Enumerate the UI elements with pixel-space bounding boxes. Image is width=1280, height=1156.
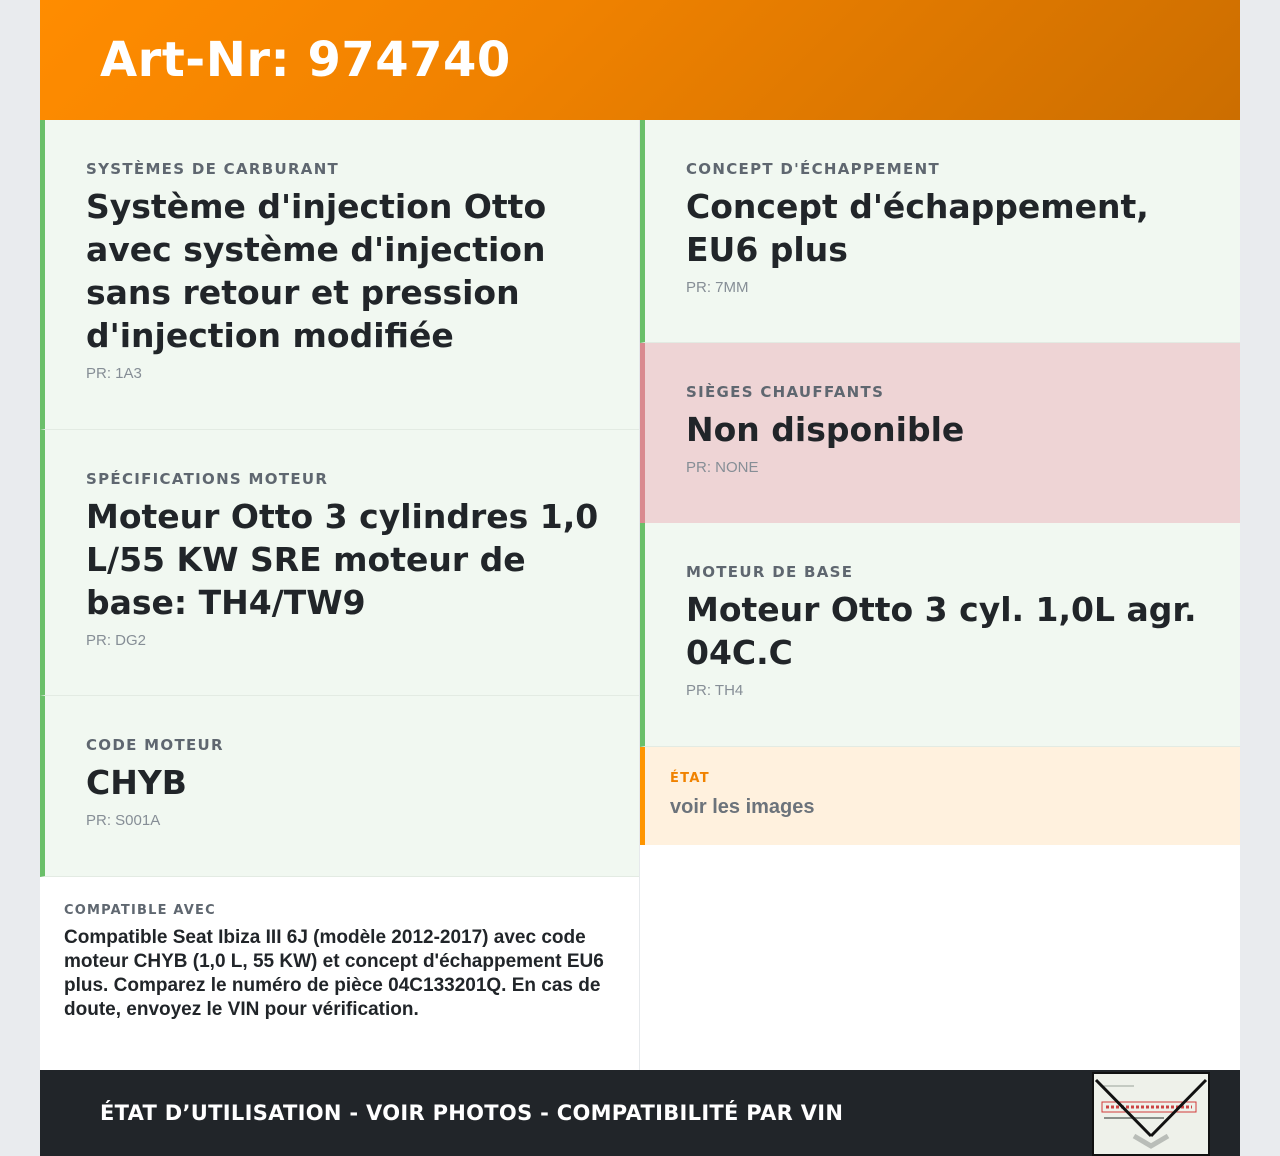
compatibility-label: COMPATIBLE AVEC — [64, 903, 216, 918]
footer-banner — [40, 1070, 1240, 1156]
product-sheet — [40, 0, 1240, 1156]
card-pr-code: PR: 1A3 — [86, 365, 142, 382]
compatibility-section — [40, 877, 639, 1071]
card-label: MOTEUR DE BASE — [686, 563, 854, 581]
card-fuel-system — [40, 120, 639, 430]
card-label: SYSTÈMES DE CARBURANT — [86, 160, 340, 178]
card-label: SIÈGES CHAUFFANTS — [686, 383, 885, 401]
card-heated-seats — [640, 343, 1240, 523]
card-pr-code: PR: TH4 — [686, 682, 744, 699]
condition-label: ÉTAT — [670, 771, 710, 786]
condition-link[interactable]: voir les images — [670, 796, 815, 818]
footer-text: ÉTAT D’UTILISATION - VOIR PHOTOS - COMPATIBILITÉ PAR VIN — [100, 1101, 844, 1125]
left-column — [40, 120, 640, 1071]
card-pr-code: PR: S001A — [86, 812, 161, 829]
header — [40, 0, 1240, 120]
right-column — [640, 120, 1240, 1071]
card-value: Concept d'échappement, EU6 plus — [686, 187, 1149, 269]
card-engine-specs — [40, 430, 639, 696]
card-base-engine — [640, 523, 1240, 747]
spec-columns — [40, 120, 1240, 1071]
part-label-photo-icon[interactable] — [1092, 1072, 1210, 1156]
article-number-title: Art-Nr: 974740 — [100, 32, 511, 88]
card-pr-code: PR: NONE — [686, 459, 759, 476]
compatibility-text: Compatible Seat Ibiza III 6J (modèle 2012-2017) avec code moteur CHYB (1,0 L, 55 KW) et concept d'échappement EU6 plus. Comparez le numéro de pièce 04C133201Q. En cas de doute, envoyez le VIN pour vérification. — [64, 927, 604, 1020]
card-pr-code: PR: 7MM — [686, 279, 749, 296]
card-exhaust-concept — [640, 120, 1240, 343]
card-engine-code — [40, 696, 639, 877]
condition-section — [640, 747, 1240, 845]
card-label: SPÉCIFICATIONS MOTEUR — [86, 470, 329, 488]
card-value: Non disponible — [686, 410, 965, 449]
card-pr-code: PR: DG2 — [86, 632, 147, 649]
card-label: CODE MOTEUR — [86, 736, 224, 754]
card-value: Moteur Otto 3 cyl. 1,0L agr. 04C.C — [686, 590, 1197, 672]
card-value: CHYB — [86, 763, 187, 802]
card-label: CONCEPT D'ÉCHAPPEMENT — [686, 160, 940, 178]
card-value: Système d'injection Otto avec système d'injection sans retour et pression d'injection modifiée — [86, 187, 547, 355]
card-value: Moteur Otto 3 cylindres 1,0 L/55 KW SRE moteur de base: TH4/TW9 — [86, 497, 599, 622]
